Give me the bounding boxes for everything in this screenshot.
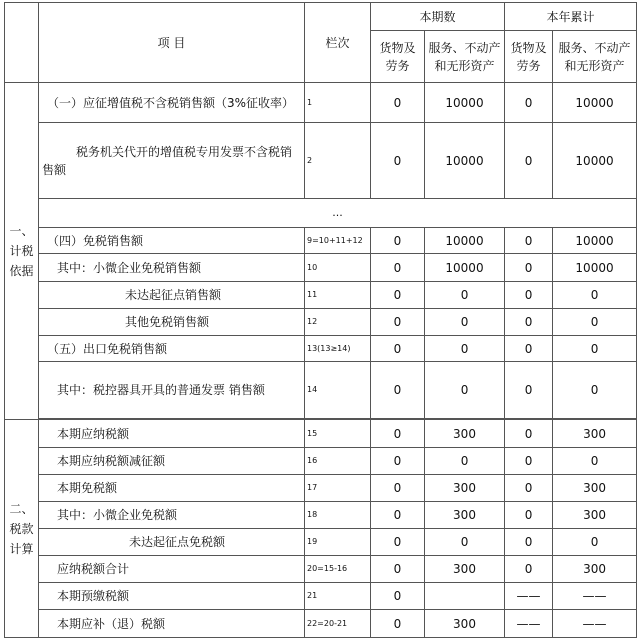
corner-cell bbox=[5, 3, 39, 83]
value-cell: 0 bbox=[505, 254, 553, 282]
table-row bbox=[5, 610, 637, 638]
row-col: 19 bbox=[305, 529, 371, 556]
value-cell: 0 bbox=[371, 254, 425, 282]
value-cell: —— bbox=[553, 583, 637, 610]
row-item: 应纳税额合计 bbox=[39, 556, 305, 583]
row-item: 其中：小微企业免税销售额 bbox=[39, 254, 305, 282]
table-row bbox=[5, 228, 637, 254]
value-cell: 0 bbox=[371, 309, 425, 336]
value-cell: 0 bbox=[371, 529, 425, 556]
table-row bbox=[5, 583, 637, 610]
value-cell: 300 bbox=[553, 502, 637, 529]
value-cell: 0 bbox=[371, 448, 425, 475]
value-cell: 0 bbox=[505, 475, 553, 502]
row-item: 其中：小微企业免税额 bbox=[39, 502, 305, 529]
row-item: 税务机关代开的增值税专用发票不含税销售额 bbox=[39, 123, 305, 199]
value-cell: —— bbox=[505, 583, 553, 610]
row-col: 12 bbox=[305, 309, 371, 336]
value-cell: 0 bbox=[371, 123, 425, 199]
value-cell: 10000 bbox=[425, 254, 505, 282]
value-cell: 0 bbox=[505, 420, 553, 448]
table-row bbox=[5, 475, 637, 502]
value-cell: 0 bbox=[371, 475, 425, 502]
row-col: 1 bbox=[305, 83, 371, 123]
value-cell: 0 bbox=[425, 309, 505, 336]
row-item: 本期应纳税额 bbox=[39, 420, 305, 448]
value-cell: 10000 bbox=[553, 254, 637, 282]
section-tax-calc: 二、税款计算 bbox=[5, 420, 39, 638]
header-item: 项 目 bbox=[39, 3, 305, 83]
value-cell: 0 bbox=[505, 336, 553, 362]
row-item: 本期预缴税额 bbox=[39, 583, 305, 610]
value-cell: 10000 bbox=[425, 83, 505, 123]
row-col: 13(13≥14) bbox=[305, 336, 371, 362]
row-item: （四）免税销售额 bbox=[39, 228, 305, 254]
value-cell: 0 bbox=[371, 610, 425, 638]
ellipsis: ... bbox=[39, 199, 637, 228]
value-cell: 0 bbox=[505, 228, 553, 254]
value-cell: 0 bbox=[505, 556, 553, 583]
header-col-no: 栏次 bbox=[305, 3, 371, 83]
value-cell: 0 bbox=[371, 502, 425, 529]
value-cell: 0 bbox=[505, 362, 553, 419]
row-item: 其中：税控器具开具的普通发票 销售额 bbox=[39, 362, 305, 419]
value-cell: 300 bbox=[425, 610, 505, 638]
table-row bbox=[5, 83, 637, 123]
table-row bbox=[5, 362, 637, 419]
value-cell: 0 bbox=[425, 529, 505, 556]
vat-return-table bbox=[4, 2, 637, 638]
value-cell: 300 bbox=[425, 475, 505, 502]
row-col: 20=15-16 bbox=[305, 556, 371, 583]
value-cell: 0 bbox=[371, 83, 425, 123]
table-row bbox=[5, 309, 637, 336]
section-tax-basis: 一、计税依据 bbox=[5, 83, 39, 420]
row-item: 未达起征点免税额 bbox=[39, 529, 305, 556]
table-row bbox=[5, 282, 637, 309]
value-cell: 0 bbox=[371, 583, 425, 610]
row-col: 22=20-21 bbox=[305, 610, 371, 638]
value-cell: 0 bbox=[371, 556, 425, 583]
value-cell: 10000 bbox=[553, 228, 637, 254]
value-cell: 0 bbox=[505, 502, 553, 529]
row-item: （五）出口免税销售额 bbox=[39, 336, 305, 362]
value-cell bbox=[425, 583, 505, 610]
value-cell: 0 bbox=[425, 336, 505, 362]
value-cell: 0 bbox=[553, 336, 637, 362]
value-cell: 0 bbox=[505, 448, 553, 475]
value-cell: 300 bbox=[553, 475, 637, 502]
value-cell: 0 bbox=[505, 529, 553, 556]
row-item: 本期免税额 bbox=[39, 475, 305, 502]
row-item: 其他免税销售额 bbox=[39, 309, 305, 336]
header-goods-current: 货物及劳务 bbox=[371, 31, 425, 83]
value-cell: 0 bbox=[425, 362, 505, 419]
value-cell: 0 bbox=[553, 448, 637, 475]
value-cell: 10000 bbox=[553, 83, 637, 123]
value-cell: 0 bbox=[505, 282, 553, 309]
value-cell: 10000 bbox=[425, 123, 505, 199]
value-cell: 0 bbox=[505, 83, 553, 123]
header-goods-ytd: 货物及劳务 bbox=[505, 31, 553, 83]
table-row bbox=[5, 123, 637, 199]
row-col: 21 bbox=[305, 583, 371, 610]
value-cell: 300 bbox=[553, 556, 637, 583]
value-cell: 300 bbox=[425, 420, 505, 448]
row-item: 本期应补（退）税额 bbox=[39, 610, 305, 638]
value-cell: 300 bbox=[425, 502, 505, 529]
table-row bbox=[5, 420, 637, 448]
table-row bbox=[5, 336, 637, 362]
row-col: 10 bbox=[305, 254, 371, 282]
value-cell: 300 bbox=[425, 556, 505, 583]
value-cell: 0 bbox=[553, 309, 637, 336]
row-item: 未达起征点销售额 bbox=[39, 282, 305, 309]
value-cell: 0 bbox=[553, 529, 637, 556]
table-row bbox=[5, 254, 637, 282]
row-item: 本期应纳税额减征额 bbox=[39, 448, 305, 475]
table-row bbox=[5, 448, 637, 475]
value-cell: 0 bbox=[425, 448, 505, 475]
table-row bbox=[5, 529, 637, 556]
value-cell: 0 bbox=[505, 123, 553, 199]
header-services-current: 服务、不动产和无形资产 bbox=[425, 31, 505, 83]
value-cell: 0 bbox=[371, 282, 425, 309]
value-cell: 0 bbox=[371, 336, 425, 362]
value-cell: 0 bbox=[371, 362, 425, 419]
value-cell: —— bbox=[505, 610, 553, 638]
value-cell: 10000 bbox=[425, 228, 505, 254]
value-cell: 0 bbox=[425, 282, 505, 309]
value-cell: 0 bbox=[505, 309, 553, 336]
value-cell: 0 bbox=[553, 282, 637, 309]
value-cell: 0 bbox=[553, 362, 637, 419]
value-cell: —— bbox=[553, 610, 637, 638]
header-year-to-date: 本年累计 bbox=[505, 3, 637, 31]
row-item: （一）应征增值税不含税销售额（3%征收率） bbox=[39, 83, 305, 123]
row-col: 14 bbox=[305, 362, 371, 419]
value-cell: 10000 bbox=[553, 123, 637, 199]
row-col: 11 bbox=[305, 282, 371, 309]
header-current-period: 本期数 bbox=[371, 3, 505, 31]
value-cell: 300 bbox=[553, 420, 637, 448]
row-col: 15 bbox=[305, 420, 371, 448]
row-col: 18 bbox=[305, 502, 371, 529]
value-cell: 0 bbox=[371, 228, 425, 254]
table-row bbox=[5, 556, 637, 583]
row-col: 16 bbox=[305, 448, 371, 475]
row-col: 2 bbox=[305, 123, 371, 199]
row-col: 9=10+11+12 bbox=[305, 228, 371, 254]
row-col: 17 bbox=[305, 475, 371, 502]
table-row bbox=[5, 502, 637, 529]
ellipsis-row bbox=[5, 199, 637, 228]
header-services-ytd: 服务、不动产和无形资产 bbox=[553, 31, 637, 83]
value-cell: 0 bbox=[371, 420, 425, 448]
